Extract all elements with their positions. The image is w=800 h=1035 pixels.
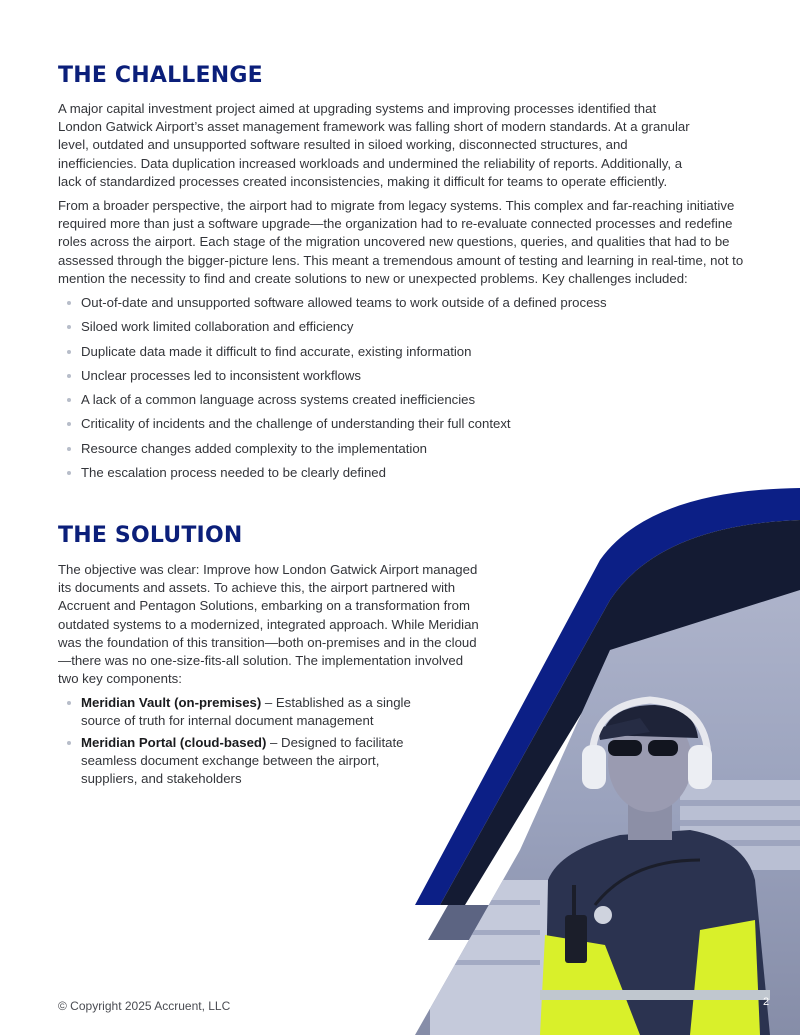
list-item: Duplicate data made it difficult to find accurate, existing information — [58, 343, 748, 361]
list-item — [58, 694, 418, 730]
solution-list — [58, 694, 418, 792]
list-item: A lack of a common language across systems created inefficiencies — [58, 391, 748, 409]
solution-paragraph: The objective was clear: Improve how London Gatwick Airport managed its documents and assets. To achieve this, the airport partnered with Accruent and Pentagon Solutions, embarking on a transformation from outdated systems to a modernized, integrated approach. While Meridian was the foundation of this transition—both on-premises and in the cloud—there was no one-size-fits-all solution. The implementation involved two key components: — [58, 562, 479, 687]
component-title: Meridian Vault (on-premises) — [81, 695, 262, 710]
page-number: 2 — [763, 996, 770, 1008]
list-item — [58, 734, 418, 788]
list-item: Unclear processes led to inconsistent workflows — [58, 367, 748, 385]
copyright-footer: © Copyright 2025 Accruent, LLC — [58, 999, 231, 1013]
list-item: Siloed work limited collaboration and efficiency — [58, 318, 748, 336]
solution-heading: THE SOLUTION — [58, 523, 243, 548]
list-item: The escalation process needed to be clearly defined — [58, 464, 748, 482]
challenge-paragraph-1: A major capital investment project aimed at upgrading systems and improving processes identified that London Gatwick Airport’s asset management framework was falling short of modern standards. At a granular level, outdated and unsupported software resulted in siloed working, disconnected structures, and inefficiencies. Data duplication increased workloads and undermined the reliability of reports. Additionally, a lack of standardized processes created inconsistencies, making it difficult for teams to operate efficiently. — [58, 101, 690, 189]
challenge-list — [58, 294, 748, 488]
challenge-heading: THE CHALLENGE — [58, 63, 263, 88]
component-title: Meridian Portal (cloud-based) — [81, 735, 267, 750]
list-item: Criticality of incidents and the challenge of understanding their full context — [58, 415, 748, 433]
component-description: – Established as a single source of truth for internal document management — [81, 695, 411, 728]
list-item: Resource changes added complexity to the implementation — [58, 440, 748, 458]
challenge-paragraph-2: From a broader perspective, the airport had to migrate from legacy systems. This complex and far-reaching initiative required more than just a software upgrade—the organization had to re-evaluate connected processes and redefine roles across the airport. Each stage of the migration uncovered new questions, queries, and qualities that had to be assessed through the bigger-picture lens. This meant a tremendous amount of testing and learning in real-time, not to mention the necessity to find and create solutions to new or unexpected problems. Key challenges included: — [58, 198, 744, 286]
component-description: – Designed to facilitate seamless document exchange between the airport, suppliers, and stakeholders — [81, 735, 404, 786]
list-item: Out-of-date and unsupported software allowed teams to work outside of a defined process — [58, 294, 748, 312]
